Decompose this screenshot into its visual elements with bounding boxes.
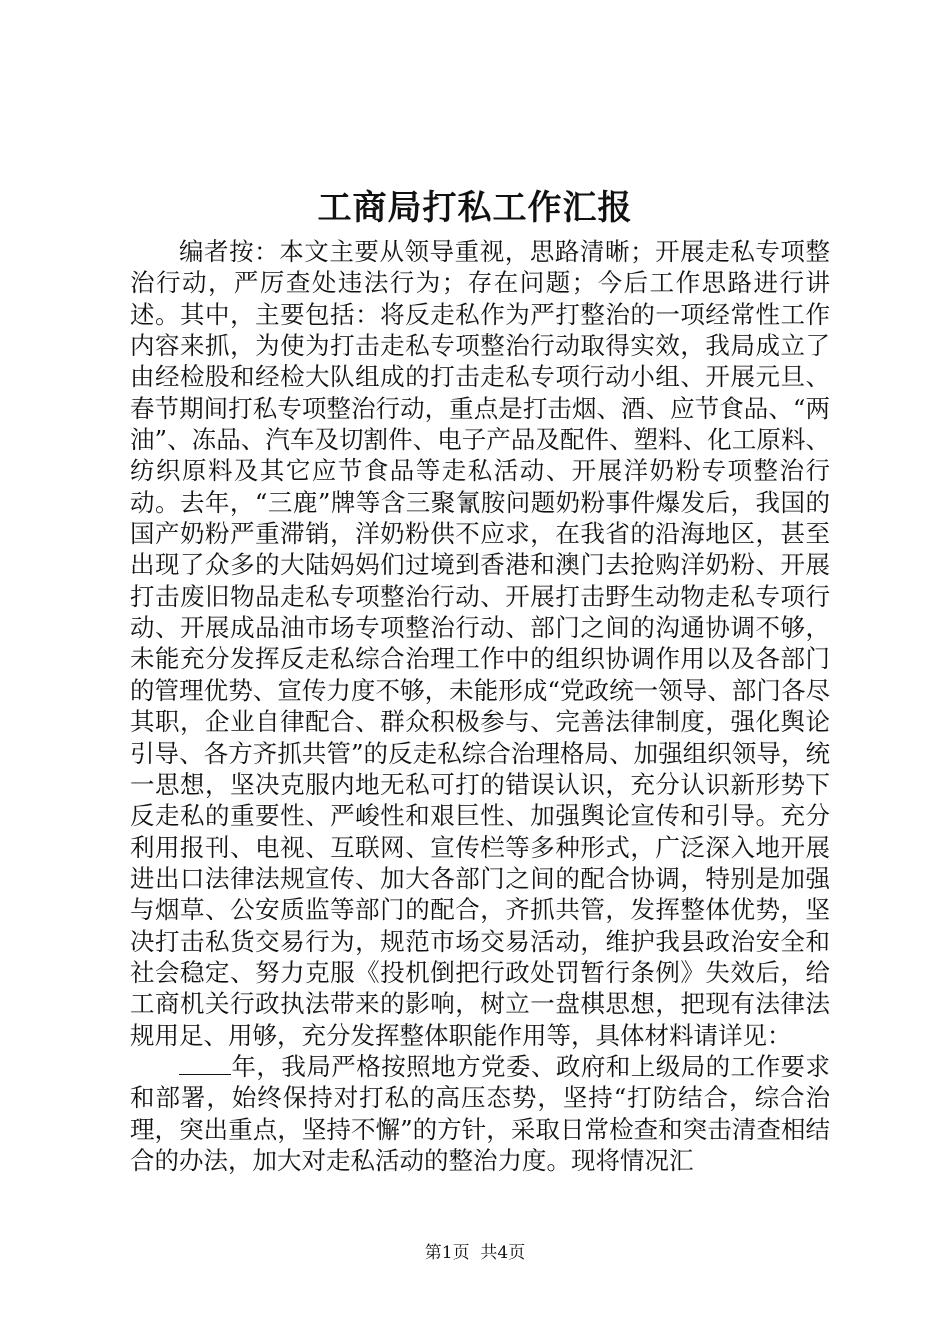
document-title: 工商局打私工作汇报 [317, 188, 633, 228]
editor-note-paragraph: 编者按：本文主要从领导重视，思路清晰；开展走私专项整治行动，严厉查处违法行为；存在问题；今后工作思路进行讲述。其中，主要包括：将反走私作为严打整治的一项经常性工作内容来抓，为使为打击走私专项整治行动取得实效，我局成立了由经检股和经检大队组成的打击走私专项行动小组、开展元旦、春节期间打私专项整治行动，重点是打击烟、酒、应节食品、“两油”、冻品、汽车及切割件、电子产品及配件、塑料、化工原料、纺织原料及其它应节食品等走私活动、开展洋奶粉专项整治行动。去年，“三鹿”牌等含三聚氰胺问题奶粉事件爆发后，我国的国产奶粉严重滞销，洋奶粉供不应求，在我省的沿海地区，甚至出现了众多的大陆妈妈们过境到香港和澳门去抢购洋奶粉、开展打击废旧物品走私专项整治行动、开展打击野生动物走私专项行动、开展成品油市场专项整治行动、部门之间的沟通协调不够，未能充分发挥反走私综合治理工作中的组织协调作用以及各部门的管理优势、宣传力度不够，未能形成“党政统一领导、部门各尽其职，企业自律配合、群众积极参与、完善法律制度，强化舆论引导、各方齐抓共管”的反走私综合治理格局、加强组织领导，统一思想，坚决克服内地无私可打的错误认识，充分认识新形势下反走私的重要性、严峻性和艰巨性、加强舆论宣传和引导。充分利用报刊、电视、互联网、宣传栏等多种形式，广泛深入地开展进出口法律法规宣传、加大各部门之间的配合协调，特别是加强与烟草、公安质监等部门的配合，齐抓共管，发挥整体优势，坚决打击私货交易行为，规范市场交易活动，维护我县政治安全和社会稳定、努力克服《投机倒把行政处罚暂行条例》失效后，给工商机关行政执法带来的影响，树立一盘棋思想，把现有法律法规用足、用够，充分发挥整体职能作用等，具体材料请详见： [130, 237, 830, 1050]
page-footer [0, 1242, 950, 1264]
document-body [130, 236, 830, 1176]
year-blank [179, 1052, 231, 1075]
report-intro-paragraph [130, 1051, 830, 1176]
page-total: 共4页 [480, 1243, 526, 1263]
page-number: 第1页 [424, 1243, 470, 1263]
report-intro-text: 年，我局严格按照地方党委、政府和上级局的工作要求和部署，始终保持对打私的高压态势，坚持“打防结合，综合治理，突出重点，坚持不懈”的方针，采取日常检查和突击清查相结合的办法，加大对走私活动的整治力度。现将情况汇 [130, 1051, 830, 1175]
